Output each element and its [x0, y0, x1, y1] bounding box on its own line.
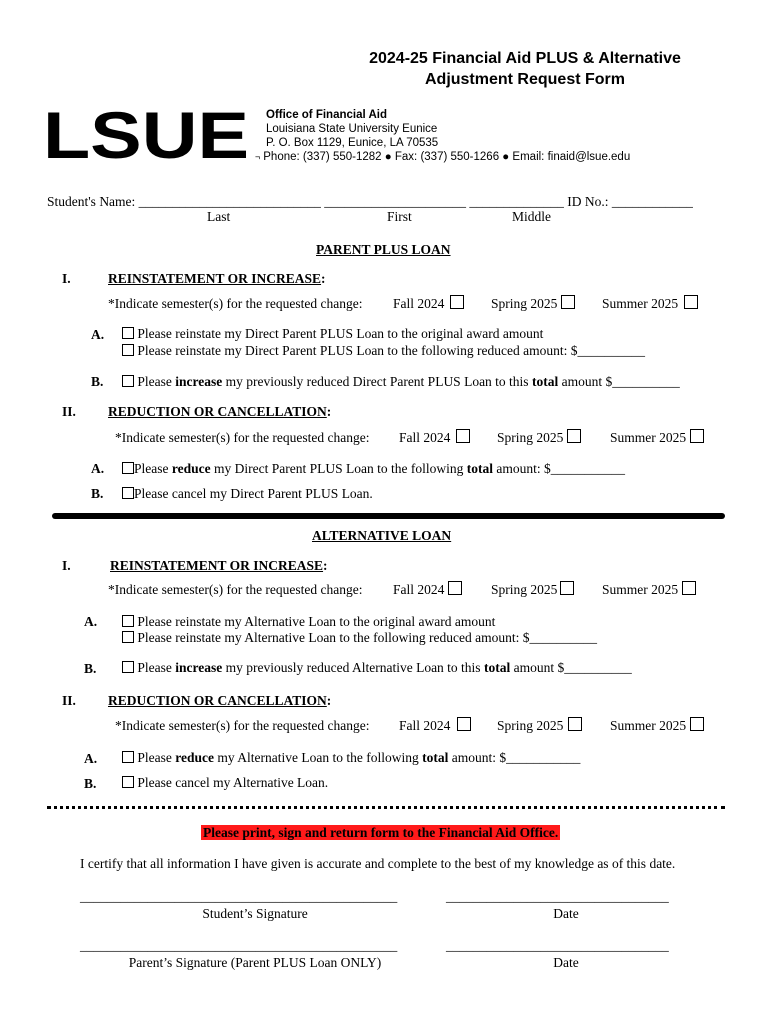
label-first: First	[387, 209, 412, 224]
alt-s2-summer-checkbox[interactable]	[690, 717, 704, 731]
pp-s2-indicate: *Indicate semester(s) for the requested change:	[115, 430, 370, 445]
pp-s1-a2-checkbox[interactable]	[122, 344, 134, 356]
pp-s2-spring-checkbox[interactable]	[567, 429, 581, 443]
pp-s1-title: REINSTATEMENT OR INCREASE:	[108, 271, 326, 286]
alt-s1-b-label: B.	[84, 661, 97, 676]
alt-s2-a-checkbox[interactable]	[122, 751, 134, 763]
section-divider	[52, 513, 725, 519]
return-notice: Please print, sign and return form to the Financial Aid Office.	[203, 825, 559, 840]
form-title-line2: Adjustment Request Form	[424, 71, 625, 88]
alt-s1-indicate: *Indicate semester(s) for the requested change:	[108, 582, 363, 597]
form-title-line1: 2024-25 Financial Aid PLUS & Alternative	[369, 50, 681, 67]
pp-s1-summer-checkbox[interactable]	[684, 295, 698, 309]
logo-text: LSUE	[43, 109, 249, 160]
pp-s2-title: REDUCTION OR CANCELLATION:	[108, 404, 332, 419]
pp-s2-spring-label: Spring 2025	[497, 430, 564, 445]
pp-s1-a-label: A.	[91, 327, 105, 342]
pp-s1-b-checkbox[interactable]	[122, 375, 134, 387]
university-name: Louisiana State University Eunice	[266, 123, 438, 135]
pp-s1-spring-label: Spring 2025	[491, 296, 558, 311]
parent-date-line[interactable]: _________________________________	[446, 938, 669, 953]
alt-s1-a1-checkbox[interactable]	[122, 615, 134, 627]
office-address: P. O. Box 1129, Eunice, LA 70535	[266, 137, 439, 149]
alt-s1-title: REINSTATEMENT OR INCREASE:	[110, 558, 328, 573]
alt-s2-a-label: A.	[84, 751, 98, 766]
pp-s2-summer-label: Summer 2025	[610, 430, 687, 445]
dotted-separator	[47, 806, 725, 809]
alt-s1-summer-label: Summer 2025	[602, 582, 679, 597]
alt-s2-fall-checkbox[interactable]	[457, 717, 471, 731]
alt-s2-b: Please cancel my Alternative Loan.	[122, 775, 328, 791]
phone-prefix: ¬	[255, 152, 261, 162]
student-signature-label: Student’s Signature	[202, 906, 308, 921]
pp-s2-b: Please cancel my Direct Parent PLUS Loan.	[122, 486, 373, 502]
parent-plus-heading: PARENT PLUS LOAN	[316, 242, 451, 257]
alt-s1-fall-checkbox[interactable]	[448, 581, 462, 595]
parent-signature-label: Parent’s Signature (Parent PLUS Loan ONLY)	[128, 955, 382, 970]
label-last: Last	[207, 209, 231, 224]
pp-s1-fall-checkbox[interactable]	[450, 295, 464, 309]
alt-s1-spring-checkbox[interactable]	[560, 581, 574, 595]
pp-s1-spring-checkbox[interactable]	[561, 295, 575, 309]
alt-s2-indicate: *Indicate semester(s) for the requested change:	[115, 718, 370, 733]
certification-statement: I certify that all information I have given is accurate and complete to the best of my knowledge as of this date.	[80, 856, 676, 871]
pp-s1-indicate: *Indicate semester(s) for the requested change:	[108, 296, 363, 311]
pp-s1-b-label: B.	[91, 374, 104, 389]
pp-s1-b: Please increase my previously reduced Direct Parent PLUS Loan to this total amount $__________	[122, 374, 680, 390]
pp-s2-summer-checkbox[interactable]	[690, 429, 704, 443]
alt-s1-b-checkbox[interactable]	[122, 661, 134, 673]
parent-signature-line[interactable]: _______________________________________________	[80, 938, 398, 953]
contact-line	[255, 150, 630, 165]
alt-s2-spring-label: Spring 2025	[497, 718, 564, 733]
pp-s1-numeral: I.	[62, 271, 71, 286]
alt-s2-spring-checkbox[interactable]	[568, 717, 582, 731]
pp-s2-a-checkbox[interactable]	[122, 462, 134, 474]
alt-s1-a2-checkbox[interactable]	[122, 631, 134, 643]
pp-s2-b-label: B.	[91, 486, 104, 501]
alternative-heading: ALTERNATIVE LOAN	[312, 528, 452, 543]
alt-s2-b-label: B.	[84, 776, 97, 791]
lsue-logo	[43, 109, 251, 160]
alt-s1-b: Please increase my previously reduced Alternative Loan to this total amount $__________	[122, 660, 632, 676]
pp-s1-a1-checkbox[interactable]	[122, 327, 134, 339]
alt-s1-spring-label: Spring 2025	[491, 582, 558, 597]
pp-s2-a-label: A.	[91, 461, 105, 476]
student-date-label: Date	[553, 906, 579, 921]
pp-s1-a2: Please reinstate my Direct Parent PLUS Loan to the following reduced amount: $__________	[122, 343, 645, 359]
student-signature-line[interactable]: _______________________________________________	[80, 889, 398, 904]
alt-s1-a1: Please reinstate my Alternative Loan to the original award amount	[122, 614, 495, 630]
student-name-line: Student's Name: ___________________________ _____________________ ______________ ID No.: ____________	[47, 194, 693, 209]
alt-s1-summer-checkbox[interactable]	[682, 581, 696, 595]
alt-s2-a: Please reduce my Alternative Loan to the following total amount: $___________	[122, 750, 580, 766]
alt-s1-numeral: I.	[62, 558, 71, 573]
alt-s1-a-label: A.	[84, 614, 98, 629]
label-middle: Middle	[512, 209, 551, 224]
alt-s2-summer-label: Summer 2025	[610, 718, 687, 733]
pp-s2-a: Please reduce my Direct Parent PLUS Loan to the following total amount: $___________	[122, 461, 625, 477]
alt-s1-a2: Please reinstate my Alternative Loan to the following reduced amount: $__________	[122, 630, 597, 646]
contact-info: Phone: (337) 550-1282 ● Fax: (337) 550-1266 ● Email: finaid@lsue.edu	[263, 151, 631, 163]
parent-date-label: Date	[553, 955, 579, 970]
alt-s2-title: REDUCTION OR CANCELLATION:	[108, 693, 332, 708]
pp-s1-summer-label: Summer 2025	[602, 296, 679, 311]
alt-s1-fall-label: Fall 2024	[393, 582, 445, 597]
pp-s2-numeral: II.	[62, 404, 76, 419]
alt-s2-fall-label: Fall 2024	[399, 718, 451, 733]
pp-s1-fall-label: Fall 2024	[393, 296, 445, 311]
pp-s1-a1: Please reinstate my Direct Parent PLUS Loan to the original award amount	[122, 326, 543, 342]
pp-s2-b-checkbox[interactable]	[122, 487, 134, 499]
student-date-line[interactable]: _________________________________	[446, 889, 669, 904]
alt-s2-b-checkbox[interactable]	[122, 776, 134, 788]
pp-s2-fall-label: Fall 2024	[399, 430, 451, 445]
pp-s2-fall-checkbox[interactable]	[456, 429, 470, 443]
office-name: Office of Financial Aid	[266, 109, 387, 121]
alt-s2-numeral: II.	[62, 693, 76, 708]
